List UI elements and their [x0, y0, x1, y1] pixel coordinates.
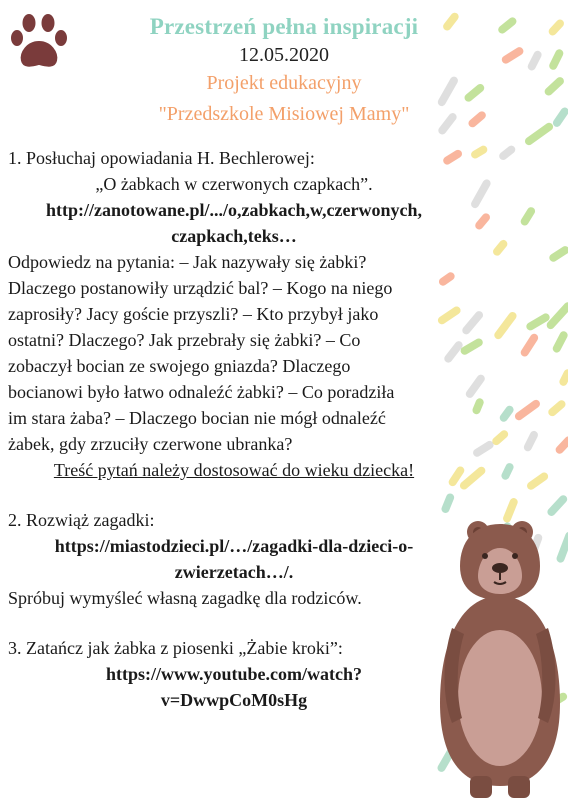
question-line: im stara żaba? – Dlaczego bocian nie mógł odnaleźć	[8, 408, 386, 428]
question-line: zaprosiły? Jacy goście przyszli? – Kto przybył jako	[8, 304, 379, 324]
project-name: "Przedszkole Misiowej Mamy"	[158, 103, 410, 125]
date: 12.05.2020	[239, 44, 329, 66]
story-title: „O żabkach w czerwonych czapkach”.	[95, 174, 373, 194]
question-line: Odpowiedz na pytania: – Jak nazywały się żabki?	[8, 252, 367, 272]
questions-block	[8, 249, 460, 457]
section2-heading: 2. Rozwiąż zagadki:	[8, 510, 155, 530]
project-label: Projekt edukacyjny	[206, 72, 362, 94]
age-note: Treść pytań należy dostosować do wieku dziecka!	[53, 460, 415, 480]
question-line: żabek, gdy zrzuciły czerwone ubranka?	[8, 434, 293, 454]
story-link-line2[interactable]: czapkach,teks…	[171, 226, 297, 246]
section3-heading: 3. Zatańcz jak żabka z piosenki „Żabie kroki”:	[8, 638, 343, 658]
question-line: zobaczył bocian ze swojego gniazda? Dlaczego	[8, 356, 351, 376]
section1-heading: 1. Posłuchaj opowiadania H. Bechlerowej:	[8, 148, 315, 168]
riddles-link-line2[interactable]: zwierzetach…/.	[174, 562, 294, 582]
question-line: bocianowi było łatwo odnaleźć żabki? – Co poradziła	[8, 382, 395, 402]
song-link-line1[interactable]: https://www.youtube.com/watch?	[105, 664, 362, 684]
question-line: ostatni? Dlaczego? Jak przebrały się żabki? – Co	[8, 330, 361, 350]
riddle-task: Spróbuj wymyśleć własną zagadkę dla rodziców.	[8, 588, 362, 608]
riddles-link-line1[interactable]: https://miastodzieci.pl/…/zagadki-dla-dzieci-o-	[54, 536, 414, 556]
question-line: Dlaczego postanowiły urządzić bal? – Kogo na niego	[8, 278, 393, 298]
page-title: Przestrzeń pełna inspiracji	[149, 14, 419, 39]
task-list	[8, 145, 460, 713]
story-link-line1[interactable]: http://zanotowane.pl/.../o,zabkach,w,czerwonych,	[46, 200, 422, 220]
song-link-line2[interactable]: v=DwwpCoM0sHg	[160, 690, 308, 710]
